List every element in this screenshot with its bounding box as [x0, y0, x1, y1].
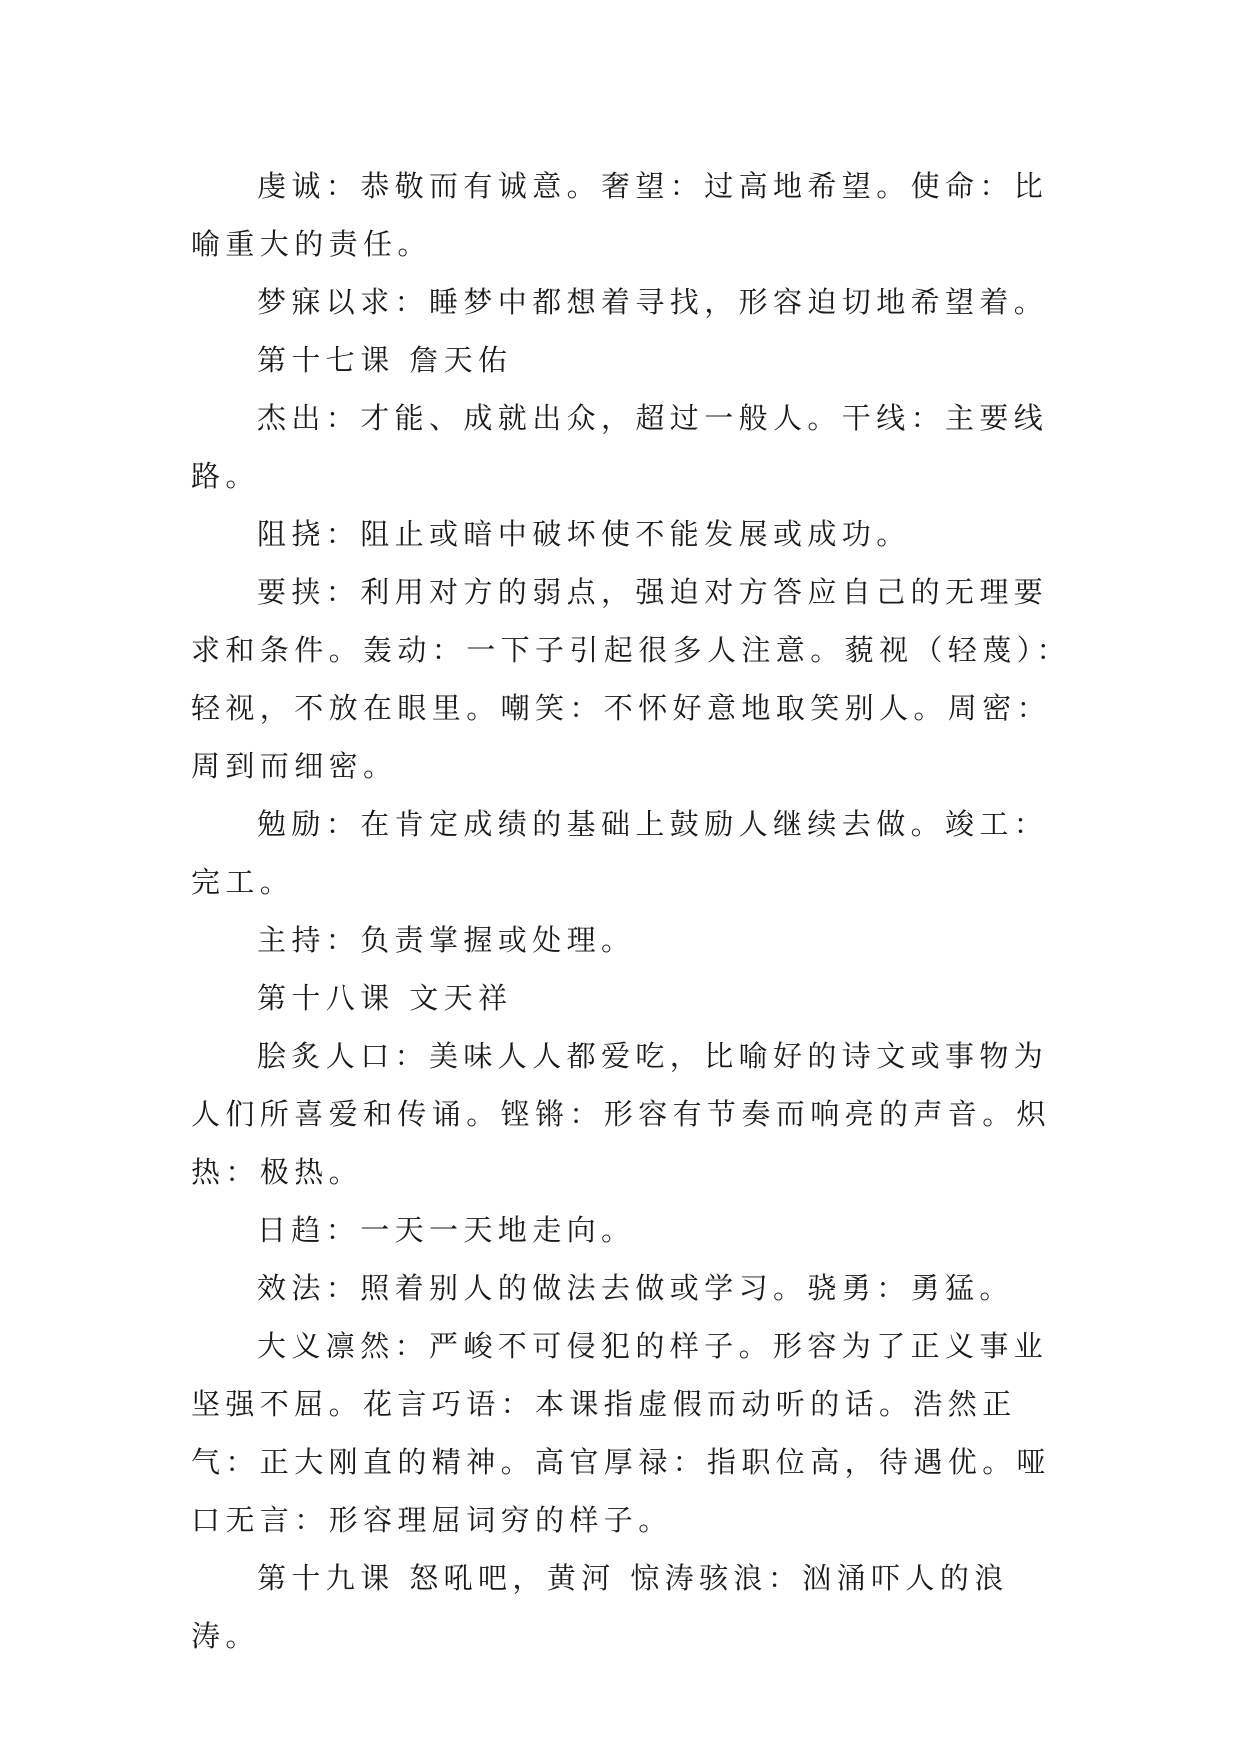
lesson-18-heading: 第十八课 文天祥 [257, 981, 513, 1015]
paragraph-zhuchi: 主持：负责掌握或处理。 [257, 923, 636, 957]
document-body [191, 157, 1071, 1665]
paragraph-riqu: 日趋：一天一天地走向。 [257, 1213, 636, 1247]
paragraph-dayilinran: 大义凛然：严峻不可侵犯的样子。形容为了正义事业坚强不屈。花言巧语：本课指虚假而动听的话。浩然正气：正大刚直的精神。高官厚禄：指职位高，待遇优。哑口无言：形容理屈词穷的样子。 [191, 1329, 1052, 1537]
paragraph-zunao: 阻挠：阻止或暗中破坏使不能发展或成功。 [257, 517, 911, 551]
paragraph-xiaofa: 效法：照着别人的做法去做或学习。骁勇：勇猛。 [257, 1271, 1014, 1305]
paragraph-mengmeiyiqiu: 梦寐以求：睡梦中都想着寻找，形容迫切地希望着。 [257, 285, 1049, 319]
paragraph-kuaizhirenkou: 脍炙人口：美味人人都爱吃，比喻好的诗文或事物为人们所喜爱和传诵。铿锵：形容有节奏而响亮的声音。炽热：极热。 [191, 1039, 1052, 1189]
paragraph-yaoxie: 要挟：利用对方的弱点，强迫对方答应自己的无理要求和条件。轰动：一下子引起很多人注意。藐视（轻蔑）：轻视，不放在眼里。嘲笑：不怀好意地取笑别人。周密：周到而细密。 [191, 575, 1071, 783]
paragraph-qiancheng: 虔诚：恭敬而有诚意。奢望：过高地希望。使命：比喻重大的责任。 [191, 169, 1049, 261]
paragraph-mianli: 勉励：在肯定成绩的基础上鼓励人继续去做。竣工：完工。 [191, 807, 1049, 899]
lesson-17-heading: 第十七课 詹天佑 [257, 343, 513, 377]
paragraph-lesson-19: 第十九课 怒吼吧，黄河 惊涛骇浪：汹涌吓人的浪涛。 [191, 1561, 1009, 1653]
paragraph-jiechu: 杰出：才能、成就出众，超过一般人。干线：主要线路。 [191, 401, 1049, 493]
